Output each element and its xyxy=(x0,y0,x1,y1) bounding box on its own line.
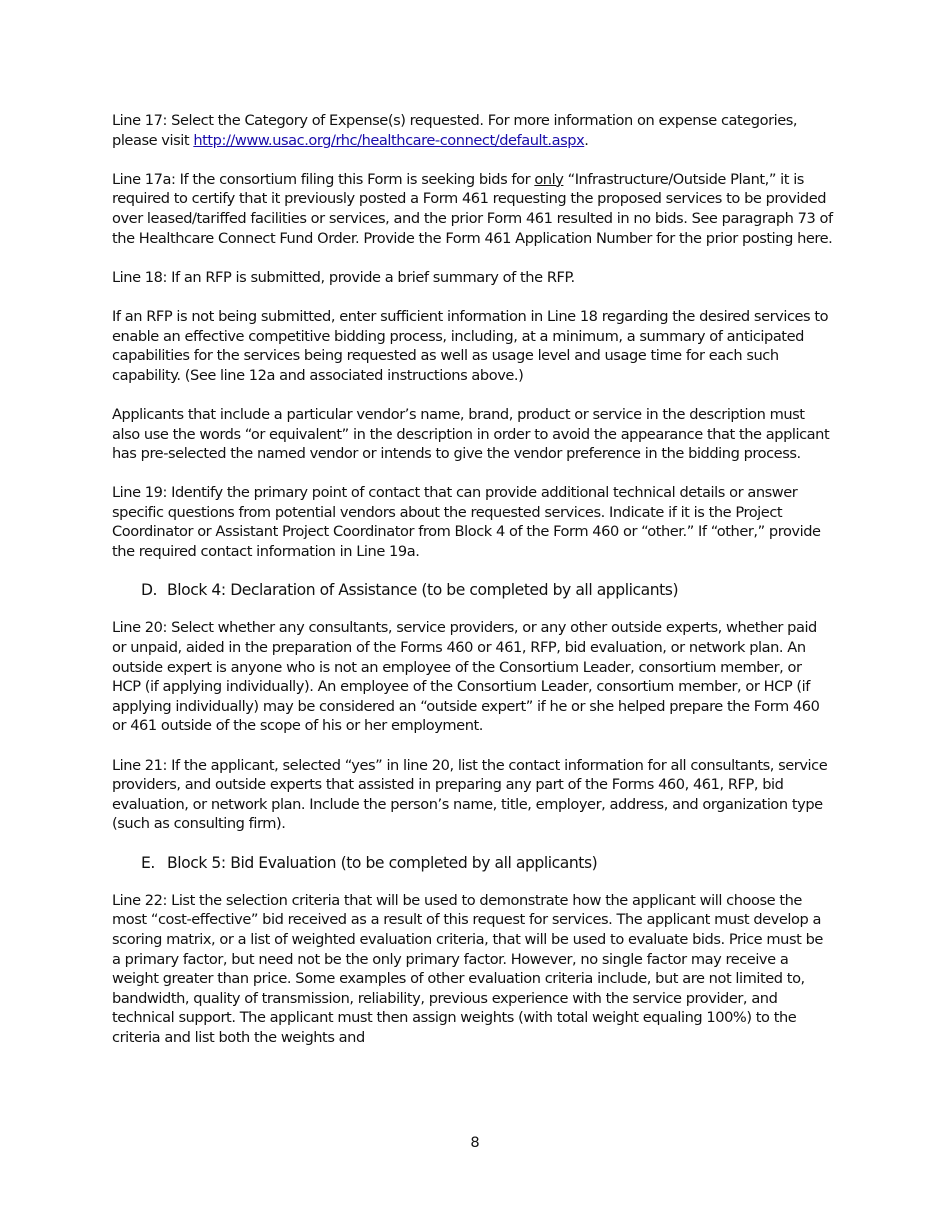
line-19-paragraph xyxy=(112,483,834,561)
line-20-text: Select whether any consultants, service providers, or any other outside experts, whether paid or unpaid, aided in the preparation of the Forms 460 or 461, RFP, bid evaluation, or network plan. An outside expert is anyone who is not an employee of the Consortium Leader, consortium member, or HCP (if applying individually). An employee of the Consortium Leader, consortium member, or HCP (if applying individually) may be considered an “outside expert” if he or she helped prepare the Form 460 or 461 outside of the scope of his or her employment. xyxy=(112,619,820,735)
usac-healthcare-connect-link[interactable]: http://www.usac.org/rhc/healthcare-connect/default.aspx xyxy=(193,131,585,149)
line-22-text: List the selection criteria that will be used to demonstrate how the applicant will choose the most “cost-effective” bid received as a result of this request for services. The applicant must develop a scoring matrix, or a list of weighted evaluation criteria, that will be used to evaluate bids. Price must be a primary factor, but need not be the only primary factor. However, no single factor may receive a weight greater than price. Some examples of other evaluation criteria include, but are not limited to, bandwidth, quality of transmission, reliability, previous experience with the service provider, and technical support. The applicant must then assign weights (with total weight equaling 100%) to the criteria and list both the weights and xyxy=(112,891,823,1046)
document-page xyxy=(112,111,834,1067)
section-d-heading xyxy=(141,581,834,601)
line-17-text: Select the Category of Expense(s) requested. For more information on expense categories, please visit xyxy=(112,112,798,149)
section-e-title: Block 5: Bid Evaluation (to be completed by all applicants) xyxy=(167,853,598,872)
line-19-label: Line 19: xyxy=(112,484,167,502)
line-20-label: Line 20: xyxy=(112,619,167,637)
line-18-paragraph xyxy=(112,268,834,288)
section-d-title: Block 4: Declaration of Assistance (to be completed by all applicants) xyxy=(167,581,679,600)
line-17-period: . xyxy=(584,131,589,149)
line-17a-emphasis: only xyxy=(534,170,564,188)
line-17a-label: Line 17a: xyxy=(112,170,176,188)
rfp-not-submitted-paragraph: If an RFP is not being submitted, enter sufficient information in Line 18 regarding the desired services to enable an effective competitive bidding process, including, at a minimum, a summary of anticipated capabilities for the services being requested as well as usage level and usage time for each such capability. (See line 12a and associated instructions above.) xyxy=(112,307,829,384)
line-17-paragraph xyxy=(112,111,834,150)
line-22-label: Line 22: xyxy=(112,891,167,909)
line-17-label: Line 17: xyxy=(112,112,167,129)
line-17a-text-start: If the consortium filing this Form is seeking bids for xyxy=(175,170,535,188)
section-d-letter: D. xyxy=(141,581,158,600)
line-17a-text-end: “Infrastructure/Outside Plant,” it is required to certify that it previously posted a Form 461 requesting the proposed services to be provided over leased/tariffed facilities or services, and the prior Form 461 resulted in no bids. See paragraph 73 of the Healthcare Connect Fund Order. Provide the Form 461 Application Number for the prior posting here. xyxy=(112,170,833,247)
line-19-text: Identify the primary point of contact that can provide additional technical details or answer specific questions from potential vendors about the requested services. Indicate if it is the Project Coordinator or Assistant Project Coordinator from Block 4 of the Form 460 or “other.” If “other,” provide the required contact information in Line 19a. xyxy=(112,484,821,561)
page-number: 8 xyxy=(470,1134,480,1151)
line-20-paragraph xyxy=(112,618,834,736)
section-e-letter: E. xyxy=(141,853,155,872)
line-21-label: Line 21: xyxy=(112,756,167,774)
line-17a-paragraph xyxy=(112,170,834,248)
line-21-paragraph xyxy=(112,756,834,834)
vendor-name-paragraph: Applicants that include a particular vendor’s name, brand, product or service in the description must also use the words “or equivalent” in the description in order to avoid the appearance that the applicant has pre-selected the named vendor or intends to give the vendor preference in the bidding process. xyxy=(112,405,830,463)
line-22-paragraph xyxy=(112,891,834,1048)
line-21-text: If the applicant, selected “yes” in line 20, list the contact information for all consultants, service providers, and outside experts that assisted in preparing any part of the Forms 460, 461, RFP, bid evaluation, or network plan. Include the person’s name, title, employer, address, and organization type (such as consulting firm). xyxy=(112,756,828,833)
line-18-text: If an RFP is submitted, provide a brief summary of the RFP. xyxy=(166,268,575,286)
section-e-heading xyxy=(141,854,834,874)
line-18-label: Line 18: xyxy=(112,268,167,286)
